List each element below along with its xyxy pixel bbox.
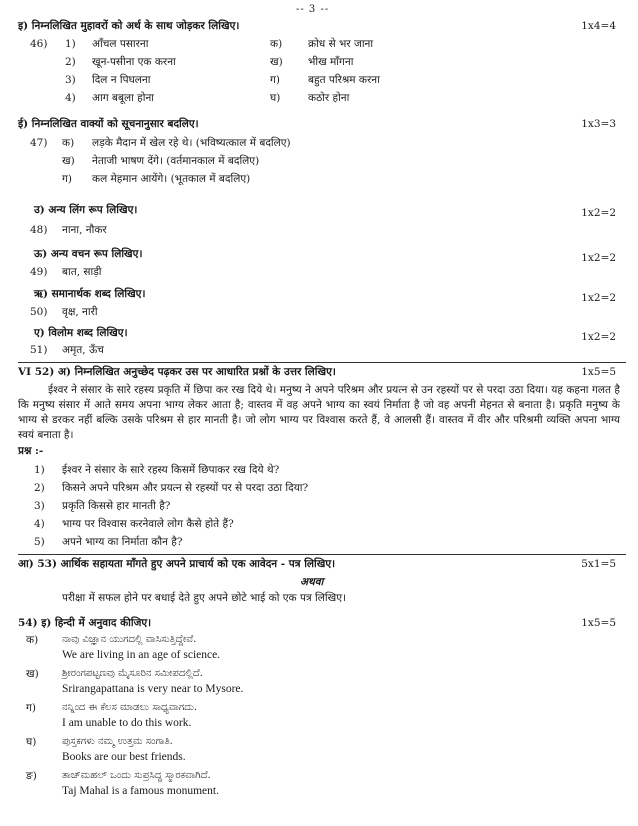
question-item-number: 5) bbox=[34, 536, 45, 548]
section-letter-marks: 5x1=5 bbox=[581, 558, 616, 570]
section-passage-marks: 1x5=5 bbox=[581, 366, 616, 378]
answer-words: बात, साड़ी bbox=[62, 266, 102, 278]
section-translation-marks: 1x5=5 bbox=[581, 617, 616, 629]
english-sentence: Srirangapattana is very near to Mysore. bbox=[62, 683, 244, 695]
passage-text: ईश्वर ने संसार के सारे रहस्य प्रकृति में छिपा कर रख दिये थे। मनुष्य ने अपने परिश्रम और प्रयत्न से उन रहस्यों पर से परदा उठा दिया। यह कहना गलत है कि मनुष्य संसार में आते समय अपना भाग्य लेकर आता है; वास्तव में वह अपने भाग्य का स्वयं निर्माता है जो वह अपनी मेहनत से बनाता है। प्रकृति मनुष्य के भाग्य से डरकर नहीं बल्कि उसके परिश्रम से हार मानती है। जो लोग भाग्य पर विश्वास करते हैं, वे आलसी हैं। वास्तव में वीर और परिश्रमी व्यक्ति अपना भाग्य स्वयं बनाता है। bbox=[18, 384, 620, 441]
question-number: 46) bbox=[30, 38, 48, 50]
answer-words: वृक्ष, नारी bbox=[62, 306, 98, 318]
kannada-sentence: ಪುಸ್ತಕಗಳು ನಮ್ಮ ಉತ್ತಮ ಸಂಗಾತಿ. bbox=[62, 736, 173, 747]
section-sentences-marks: 1x3=3 bbox=[581, 118, 616, 130]
item-label: क) bbox=[26, 634, 39, 646]
section-translation-title: 54) इ) हिन्दी में अनुवाद कीजिए। bbox=[18, 617, 152, 629]
section-number-title: ऊ) अन्य वचन रूप लिखिए। bbox=[34, 248, 143, 260]
section-divider bbox=[18, 362, 626, 363]
section-synonym-title: ऋ) समानार्थक शब्द लिखिए। bbox=[34, 288, 146, 300]
question-item-number: 2) bbox=[34, 482, 45, 494]
section-gender-title: उ) अन्य लिंग रूप लिखिए। bbox=[34, 204, 138, 216]
section-number-marks: 1x2=2 bbox=[581, 252, 616, 264]
question-item: ईश्वर ने संसार के सारे रहस्य किसमें छिपाकर रख दिये थे? bbox=[62, 464, 280, 476]
question-number: 49) bbox=[30, 266, 48, 278]
answer-words: नाना, नौकर bbox=[62, 224, 107, 236]
item-label: ग) bbox=[62, 173, 73, 185]
question-number: 48) bbox=[30, 224, 48, 236]
section-idioms-title: इ) निम्नलिखित मुहावरों को अर्थ के साथ जोड़कर लिखिए। bbox=[18, 20, 240, 32]
alternate-question: परीक्षा में सफल होने पर बधाई देते हुए अपने छोटे भाई को एक पत्र लिखिए। bbox=[62, 592, 346, 604]
item-label: ङ) bbox=[26, 770, 37, 782]
questions-label: प्रश्न :- bbox=[18, 445, 44, 457]
sentence-item: लड़के मैदान में खेल रहे थे। (भविष्यत्काल में बदलिए) bbox=[92, 137, 291, 149]
item-label: ख) bbox=[26, 668, 39, 680]
section-divider bbox=[18, 554, 626, 555]
question-item: किसने अपने परिश्रम और प्रयत्न से रहस्यों पर से परदा उठा दिया? bbox=[62, 482, 309, 494]
question-item-number: 4) bbox=[34, 518, 45, 530]
english-sentence: Books are our best friends. bbox=[62, 751, 186, 763]
question-number: 51) bbox=[30, 344, 48, 356]
item-label: ख) bbox=[62, 155, 75, 167]
question-item: अपने भाग्य का निर्माता कौन है? bbox=[62, 536, 183, 548]
question-item-number: 3) bbox=[34, 500, 45, 512]
question-item: भाग्य पर विश्वास करनेवाले लोग कैसे होते हैं? bbox=[62, 518, 234, 530]
question-number: 50) bbox=[30, 306, 48, 318]
question-item-number: 1) bbox=[34, 464, 45, 476]
section-passage-title: VI 52) अ) निम्नलिखित अनुच्छेद पढ़कर उस पर आधारित प्रश्नों के उत्तर लिखिए। bbox=[18, 366, 336, 378]
section-idioms-marks: 1x4=4 bbox=[581, 20, 616, 32]
section-sentences-title: ई) निम्नलिखित वाक्यों को सूचनानुसार बदलिए। bbox=[18, 118, 199, 130]
kannada-sentence: ನನ್ನಿಂದ ಈ ಕೆಲಸ ಮಾಡಲು ಸಾಧ್ಯವಾಗದು. bbox=[62, 702, 198, 713]
question-number: 47) bbox=[30, 137, 48, 149]
answer-words: अमृत, ऊँच bbox=[62, 344, 104, 356]
section-antonym-marks: 1x2=2 bbox=[581, 331, 616, 343]
page-number: -- 3 -- bbox=[296, 4, 330, 15]
item-label: ग) bbox=[26, 702, 37, 714]
sentence-item: नेताजी भाषण देंगे। (वर्तमानकाल में बदलिए) bbox=[92, 155, 260, 167]
item-label: क) bbox=[62, 137, 75, 149]
sentence-item: कल मेहमान आयेंगे। (भूतकाल में बदलिए) bbox=[92, 173, 251, 185]
item-label: घ) bbox=[26, 736, 37, 748]
english-sentence: Taj Mahal is a famous monument. bbox=[62, 785, 219, 797]
question-item: प्रकृति किससे हार मानती है? bbox=[62, 500, 171, 512]
english-sentence: We are living in an age of science. bbox=[62, 649, 221, 661]
section-letter-title: आ) 53) आर्थिक सहायता माँगते हुए अपने प्राचार्य को एक आवेदन - पत्र लिखिए। bbox=[18, 558, 336, 570]
section-gender-marks: 1x2=2 bbox=[581, 207, 616, 219]
english-sentence: I am unable to do this work. bbox=[62, 717, 192, 729]
or-label: अथवा bbox=[300, 576, 324, 588]
section-antonym-title: ए) विलोम शब्द लिखिए। bbox=[34, 327, 128, 339]
exam-page: -- 3 -- इ) निम्नलिखित मुहावरों को अर्थ के साथ जोड़कर लिखिए। 1x4=4 46) 1) आँचल पसारना क) क्रोध से भर जाना 2) खून-पसीना एक करना ख) भीख माँगना 3) दिल न पिघलना ग) बहुत परिश्रम करना 4) आग बबूला होना घ) कठोर होना ई) निम्नलिखित वाक्यों को सूचनानुसार बदलिए। 1x3=3 47) क) लड़के मैदान में खेल रहे थे। (भविष्यत्काल में बदलिए) ख) नेताजी भाषण देंगे। (वर्तमानकाल में बदलिए) ग) कल मेहमान आयेंगे। (भूतकाल में बदलिए) उ) अन्य लिंग रूप लिखिए। 1x2=2 48) नाना, नौकर ऊ) अन्य वचन रूप लिखिए। 1x2=2 49) बात, साड़ी ऋ) समानार्थक शब्द लिखिए। 1x2=2 50) वृक्ष, नारी ए) विलोम शब्द लिखिए। 1x2=2 51) अमृत, ऊँच VI 52) अ) निम्नलिखित अनुच्छेद पढ़कर उस पर आधारित प्रश्नों के उत्तर लिखिए। 1x5=5 ईश्वर ने संसार के सारे रहस्य प्रकृति में छिपा कर रख दिये थे। मनुष्य ने अपने परिश्रम और प्रयत्न से उन रहस्यों पर से परदा उठा दिया। यह कहना गलत है कि मनुष्य संसार में आते समय अपना भाग्य लेकर आता है; वास्तव में वह अपने भाग्य का स्वयं निर्माता है जो वह अपनी मेहनत से बनाता है। प्रकृति मनुष्य के भाग्य से डरकर नहीं बल्कि उसके परिश्रम से हार मानती है। जो लोग भाग्य पर विश्वास करते हैं, वे आलसी हैं। वास्तव में वीर और परिश्रमी व्यक्ति अपना भाग्य स्वयं बनाता है। प्रश्न :- 1) ईश्वर ने संसार के सारे रहस्य किसमें छिपाकर रख दिये थे? 2) किसने अपने परिश्रम और प्रयत्न से रहस्यों पर से परदा उठा दिया? 3) प्रकृति किससे हार मानती है? 4) भाग्य पर विश्वास करनेवाले लोग कैसे होते हैं? 5) अपने भाग्य का निर्माता कौन है? आ) 53) आर्थिक सहायता माँगते हुए अपने प्राचार्य को एक आवेदन - पत्र लिखिए। 5x1=5 अथवा परीक्षा में सफल होने पर बधाई देते हुए अपने छोटे भाई को एक पत्र लिखिए। 54) इ) हिन्दी में अनुवाद कीजिए। 1x5=5 क) ನಾವು ವಿಜ್ಞಾನ ಯುಗದಲ್ಲಿ ವಾಸಿಸುತ್ತಿದ್ದೇವೆ. We are living in an age of science. ख) ಶ್ರೀರಂಗಪಟ್ಟಣವು ಮೈಸೂರಿನ ಸಮೀಪದಲ್ಲಿದೆ. Srirangapattana is very near to Mysore. ग) ನನ್ನಿಂದ ಈ ಕೆಲಸ ಮಾಡಲು ಸಾಧ್ಯವಾಗದು. I am unable to do this work. घ) ಪುಸ್ತಕಗಳು ನಮ್ಮ ಉತ್ತಮ ಸಂಗಾತಿ. Books are our best friends. ङ) ತಾಜ್‌ಮಹಲ್ ಒಂದು ಸುಪ್ರಸಿದ್ಧ ಸ್ಮಾರಕವಾಗಿದೆ. Taj Mahal is a famous monument. bbox=[0, 0, 638, 826]
kannada-sentence: ನಾವು ವಿಜ್ಞಾನ ಯುಗದಲ್ಲಿ ವಾಸಿಸುತ್ತಿದ್ದೇವೆ. bbox=[62, 634, 197, 645]
section-synonym-marks: 1x2=2 bbox=[581, 292, 616, 304]
kannada-sentence: ಶ್ರೀರಂಗಪಟ್ಟಣವು ಮೈಸೂರಿನ ಸಮೀಪದಲ್ಲಿದೆ. bbox=[62, 668, 203, 679]
kannada-sentence: ತಾಜ್‌ಮಹಲ್ ಒಂದು ಸುಪ್ರಸಿದ್ಧ ಸ್ಮಾರಕವಾಗಿದೆ. bbox=[62, 770, 211, 781]
